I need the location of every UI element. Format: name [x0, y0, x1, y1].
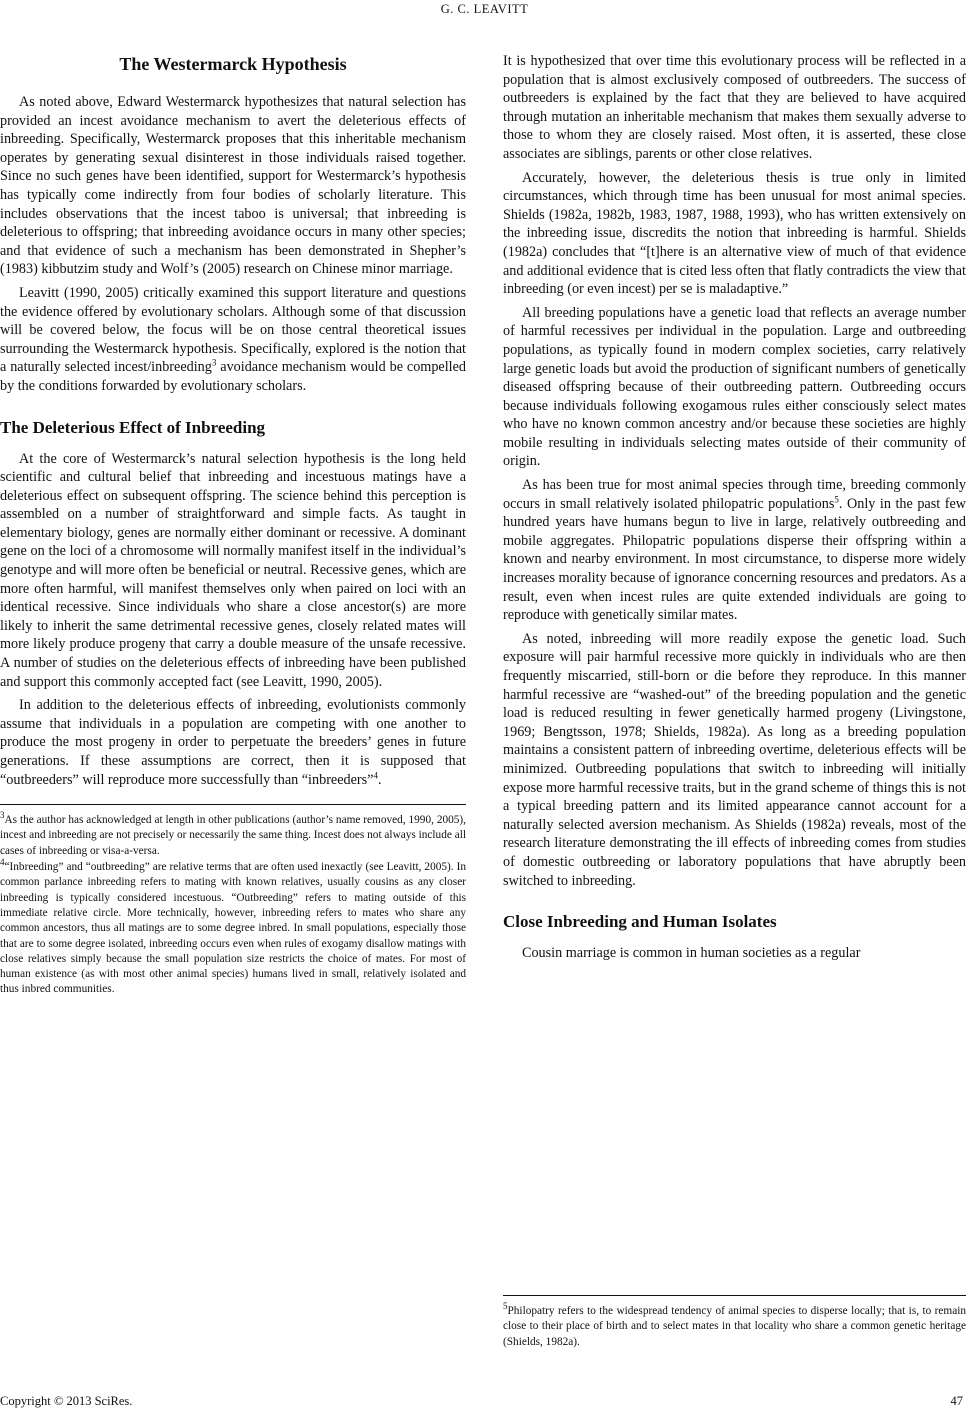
right-column	[503, 52, 966, 1350]
paragraph: As noted above, Edward Westermarck hypothesizes that natural selection has provided an incest avoidance mechanism to avert the deleterious effects of inbreeding. Specifically, Westermarck proposes that this inheritable mechanism operates by generating sexual disinterest in those individuals raised together. Since no such genes have been identified, support for Westermarck’s hypothesis has typically come indirectly from four bodies of scholarly literature. This includes observations that the incest taboo is universal; that inbreeding is deleterious to offspring; that inbreeding avoidance occurs in many other species; and that evidence of such a mechanism has been demonstrated in Shepher’s (1983) kibbutzim study and Wolf’s (2005) research on Chinese minor marriage.	[0, 94, 466, 278]
paragraph-text: Leavitt (1990, 2005) critically examined this support literature and questions the evidence offered by evolutionary scholars. Although some of that discussion will be covered below, the focus will be on those central theoretical issues surrounding the Westermarck hypothesis. Specifically, explored is the notion that a naturally selected incest/inbreeding	[0, 284, 466, 376]
footnote-number: 4	[0, 857, 5, 868]
footnote-number: 5	[503, 1301, 508, 1312]
paragraph-text: avoidance mechanism would be compelled by the conditions forwarded by evolutionary scholars.	[0, 359, 466, 394]
paragraph-text: In addition to the deleterious effects of inbreeding, evolutionists commonly assume that individuals in a population are competing with one another to produce the most progeny in order to perpetuate the breeders’ genes in future generations. If these assumptions are correct, then it is supposed that “outbreeders” will reproduce more successfully than “inbreeders”	[0, 697, 466, 788]
footnote-3	[0, 810, 466, 859]
paragraph-text: As has been true for most animal species through time, breeding commonly occurs in small relatively isolated philopatric populations	[503, 477, 966, 512]
footnote-text: As the author has acknowledged at length in other publications (author’s name removed, 1990, 2005), incest and inbreeding are not precisely or necessarily the same thing. Incest does not always include all cases of inbreeding or visa-a-versa.	[0, 814, 466, 857]
paragraph: At the core of Westermarck’s natural selection hypothesis is the long held scientific and cultural belief that inbreeding and incestuous matings have a deleterious effect on subsequent offspring. The science behind this perception is assembled on a number of straightforward and simple facts. As taught in elementary biology, genes are normally either dominant or recessive. A dominant gene on the loci of a chromosome will normally manifest itself in the individual’s genotype and will more often be beneficial or neutral. Recessive genes, which are more often harmful, will manifest themselves only when paired on loci with an identical recessive. Since individuals who share a close ancestor(s) are more likely to inherit the same detrimental recessive genes, closely related mates will more likely produce progeny that carry a double measure of the unsafe recessive. A number of studies on the deleterious effects of inbreeding have been published and support this commonly accepted fact (see Leavitt, 1990, 2005).	[0, 450, 466, 690]
paragraph: As noted, inbreeding will more readily expose the genetic load. Such exposure will pair harmful recessive more quickly in individuals who are then frequently miscarried, still-born or die before they reproduce. In this manner harmful recessive are “washed-out” of the breeding population and the genetic load is reduced resulting in fewer genetically harmed progeny (Livingstone, 1969; Bengtsson, 1978; Shields, 1982a). As long as a breeding population maintains a consistent pattern of inbreeding overtime, deleterious effects will be minimized. Outbreeding populations that switch to inbreeding will initially expose more harmful recessive traits, but in the grand scheme of things this is not a typical breeding pattern and its limited appearance cannot account for a naturally selected aversion mechanism. As Shields (1982a) reveals, most of the research literature demonstrating the ill effects of inbreeding comes from studies of domestic outbreeding or laboratory populations that have abruptly been switched to inbreeding.	[503, 630, 966, 889]
footnote-5	[503, 1301, 966, 1350]
paragraph: Accurately, however, the deleterious thesis is true only in limited circumstances, which through time has been unusual for most animal species. Shields (1982a, 1982b, 1983, 1987, 1988, 1993), who has written extensively on the inbreeding issue, discredits the notion that inbreeding is harmful. Shields (1982a) concludes that “[t]here is an alternative view of much of that evidence and additional evidence that is cited less often that flatly contradicts the view that inbreeding (or even incest) per se is maladaptive.”	[503, 169, 966, 298]
section-heading-deleterious: The Deleterious Effect of Inbreeding	[0, 417, 266, 437]
paragraph	[0, 284, 466, 396]
left-column	[0, 52, 466, 1350]
paragraph: It is hypothesized that over time this evolutionary process will be reflected in a population that is almost exclusively composed of outbreeders. The success of outbreeders is explained by the fact that they are believed to have acquired through mutation an inheritable mechanism that makes them sexually adverse to those to whom they are closely raised. Most often, it is asserted, these close associates are siblings, parents or other close relatives.	[503, 53, 966, 162]
footnote-marker-3: 3	[211, 357, 217, 368]
paragraph	[503, 476, 966, 625]
footnote-text: Philopatry refers to the widespread tendency of animal species to disperse locally; that is, to remain close to their place of birth and to select mates in that locality who share a common genetic heritage (Shields, 1982a).	[503, 1305, 966, 1348]
paragraph: Cousin marriage is common in human societies as a regular	[522, 945, 861, 962]
footnote-4	[0, 857, 466, 998]
running-head: G. C. LEAVITT	[440, 2, 529, 16]
footnotes-right	[503, 1295, 966, 1350]
paragraph-text: . Only in the past few hundred years have humans begun to live in large, relatively outbreeding and mobile aggregates. Philopatric populations disperse their offspring within a known and nearby environment. In most circumstance, to disperse more widely increases morality because of ignorance concerning resources and predators. As a result, even when incest rules are quite extended individuals are going to reproduce with genetically similar mates.	[503, 495, 966, 624]
page-number: 47	[950, 1394, 963, 1408]
footnote-marker-5: 5	[834, 493, 839, 504]
paragraph: All breeding populations have a genetic load that reflects an average number of harmful recessives per individual in the population. Large and outbreeding populations, as typically found in modern complex societies, carry relatively large genetic loads but avoid the production of significant numbers of genetically diseased offspring because of their outbreeding pattern. Outbreeding occurs because individuals following exogamous rules either consciously select mates who have no known common ancestry and/or because these societies are highly mobile resulting in individuals selecting mates outside of their community of origin.	[503, 304, 966, 470]
paragraph	[0, 696, 466, 789]
footnote-divider	[503, 1295, 966, 1296]
section-heading-westermarck: The Westermarck Hypothesis	[119, 54, 347, 74]
section-heading-isolates: Close Inbreeding and Human Isolates	[503, 912, 777, 932]
footnote-divider	[0, 804, 466, 805]
footnotes-left	[0, 804, 466, 998]
footnote-marker-4: 4	[373, 769, 378, 780]
footnote-number: 3	[0, 810, 5, 821]
copyright-notice: Copyright © 2013 SciRes.	[0, 1394, 133, 1408]
footnote-text: “Inbreeding” and “outbreeding” are relative terms that are often used inexactly (see Leavitt, 2005). In common parlance inbreeding refers to mating with known relatives, usually cousins as any closer inbreeding is typically considered incestuous. “Outbreeding” refers to mating outside of this immediate relative circle. More technically, however, inbreeding refers to mates who share any common ancestors, thus all matings are to some degree inbred. In small populations, especially those that are to some degree isolated, inbreeding occurs even when rules of exogamy disallow matings with close relatives simply because the small population size restricts the choice of mates. For most of human existence (as with most other animal species) humans lived in small, relatively isolated and thus inbred communities.	[0, 861, 466, 996]
paragraph-text: .	[377, 771, 382, 788]
